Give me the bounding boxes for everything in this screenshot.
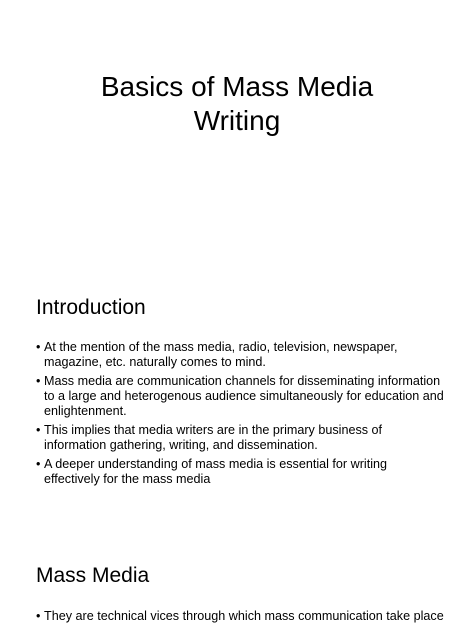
introduction-heading: Introduction	[36, 296, 146, 319]
list-item	[36, 374, 446, 419]
mass-media-heading: Mass Media	[36, 564, 150, 587]
introduction-slide	[0, 265, 474, 530]
bullet-icon: •	[36, 374, 41, 388]
list-item	[36, 609, 446, 624]
list-item	[36, 457, 446, 487]
bullet-text: At the mention of the mass media, radio, television, newspaper, magazine, etc. naturally comes to mind.	[44, 340, 398, 369]
presentation-title	[0, 70, 474, 138]
bullet-text: This implies that media writers are in the primary business of information gathering, writing, and dissemination.	[44, 423, 383, 452]
bullet-icon: •	[36, 457, 41, 471]
bullet-icon: •	[36, 609, 41, 623]
bullet-text: They are technical vices through which mass communication take place	[44, 609, 444, 623]
title-slide	[0, 0, 474, 260]
mass-media-bullet-list	[36, 609, 446, 628]
introduction-bullet-list	[36, 340, 446, 491]
list-item	[36, 340, 446, 370]
bullet-icon: •	[36, 340, 41, 354]
list-item	[36, 423, 446, 453]
bullet-text: Mass media are communication channels for disseminating information to a large and heterogenous audience simultaneously for education and enlightenment.	[44, 374, 444, 418]
mass-media-slide	[0, 535, 474, 632]
bullet-text: A deeper understanding of mass media is essential for writing effectively for the mass media	[44, 457, 388, 486]
bullet-icon: •	[36, 423, 41, 437]
title-line-1: Basics of Mass Media	[100, 71, 374, 102]
title-line-2: Writing	[193, 105, 281, 136]
